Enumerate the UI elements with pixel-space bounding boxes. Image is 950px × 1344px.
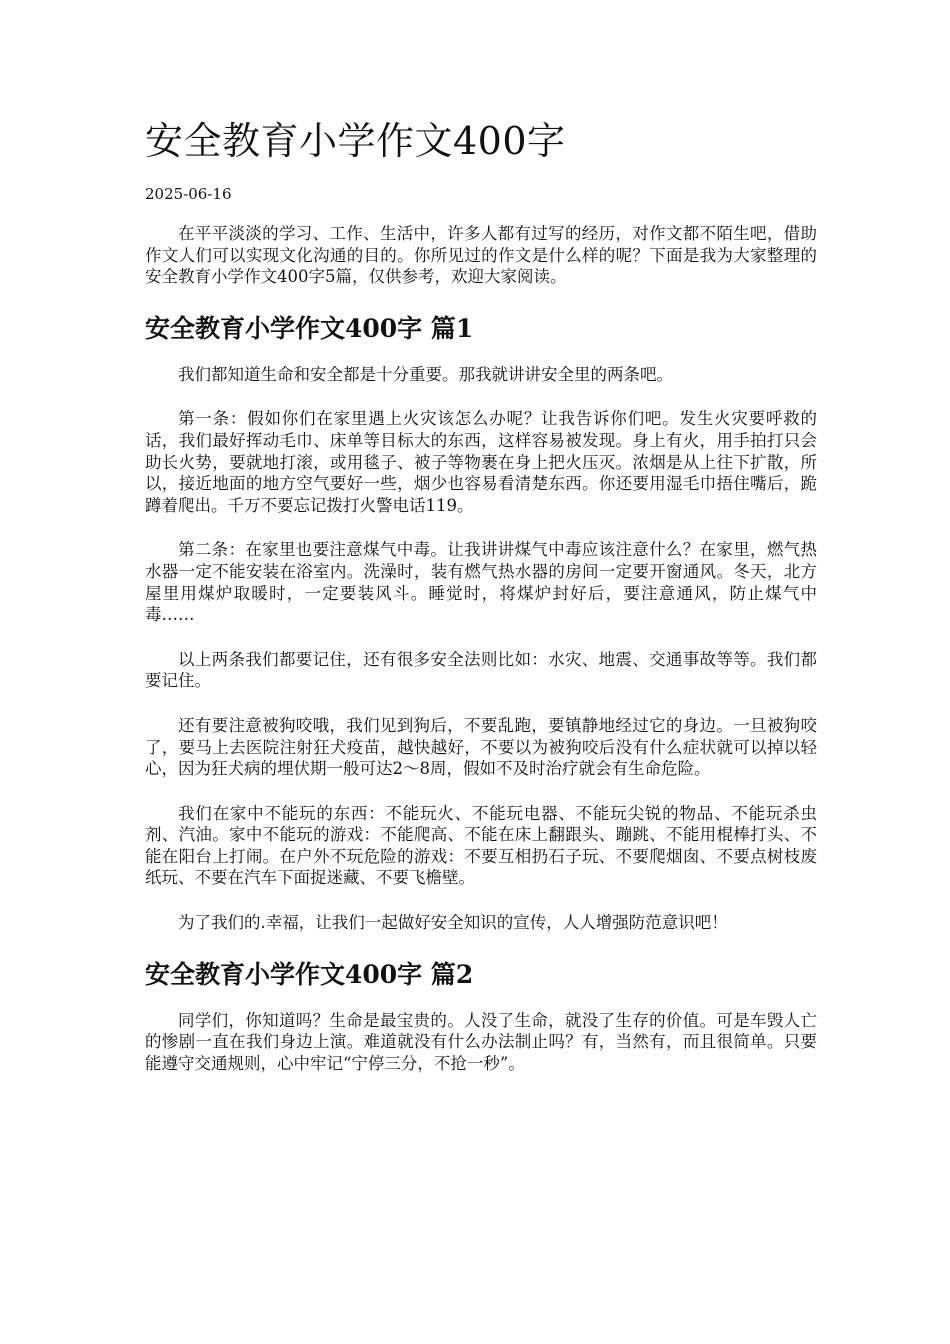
paragraph: 第一条：假如你们在家里遇上火灾该怎么办呢？让我告诉你们吧。发生火灾要呼救的话，我们最好挥动毛巾、床单等目标大的东西，这样容易被发现。身上有火，用手拍打只会助长火势，要就地打滚，或用毯子、被子等物裹在身上把火压灭。浓烟是从上往下扩散，所以，接近地面的地方空气要好一些，烟少也容易看清楚东西。你还要用湿毛巾捂住嘴后，跪蹲着爬出。千万不要忘记拨打火警电话119。	[145, 409, 817, 515]
paragraph: 第二条：在家里也要注意煤气中毒。让我讲讲煤气中毒应该注意什么？在家里，燃气热水器一定不能安装在浴室内。洗澡时，装有燃气热水器的房间一定要开窗通风。冬天，北方屋里用煤炉取暖时，一定要装风斗。睡觉时，将煤炉封好后，要注意通风，防止煤气中毒……	[145, 540, 817, 625]
paragraph: 我们在家中不能玩的东西：不能玩火、不能玩电器、不能玩尖锐的物品、不能玩杀虫剂、汽油。家中不能玩的游戏：不能爬高、不能在床上翻跟头、蹦跳、不能用棍棒打头、不能在阳台上打闹。在户外不玩危险的游戏：不要互相扔石子玩、不要爬烟囱、不要点树枝废纸玩、不要在汽车下面捉迷藏、不要飞檐壁。	[145, 803, 817, 888]
paragraph: 为了我们的.幸福，让我们一起做好安全知识的宣传，人人增强防范意识吧！	[178, 913, 728, 933]
paragraph: 同学们，你知道吗？生命是最宝贵的。人没了生命，就没了生存的价值。可是车毁人亡的惨剧一直在我们身边上演。难道就没有什么办法制止吗？有，当然有，而且很简单。只要能遵守交通规则，心中牢记“宁停三分，不抢一秒”。	[145, 1010, 817, 1073]
section-2	[145, 957, 817, 1075]
intro-paragraph: 在平平淡淡的学习、工作、生活中，许多人都有过写的经历，对作文都不陌生吧，借助作文人们可以实现文化沟通的目的。你所见过的作文是什么样的呢？下面是我为大家整理的安全教育小学作文400字5篇，仅供参考，欢迎大家阅读。	[145, 224, 817, 287]
paragraph: 以上两条我们都要记住，还有很多安全法则比如：水灾、地震、交通事故等等。我们都要记住。	[145, 649, 817, 691]
paragraph: 我们都知道生命和安全都是十分重要。那我就讲讲安全里的两条吧。	[178, 364, 673, 384]
section-heading: 安全教育小学作文400字 篇1	[145, 313, 474, 343]
document-body	[145, 223, 817, 1097]
section-1	[145, 311, 817, 934]
section-heading: 安全教育小学作文400字 篇2	[145, 959, 474, 989]
publish-date: 2025-06-16	[145, 185, 232, 203]
paragraph: 还有要注意被狗咬哦，我们见到狗后，不要乱跑，要镇静地经过它的身边。一旦被狗咬了，要马上去医院注射狂犬疫苗，越快越好，不要以为被狗咬后没有什么症状就可以掉以轻心，因为狂犬病的埋伏期一般可达2～8周，假如不及时治疗就会有生命危险。	[145, 715, 817, 779]
document-title: 安全教育小学作文400字	[145, 119, 566, 163]
